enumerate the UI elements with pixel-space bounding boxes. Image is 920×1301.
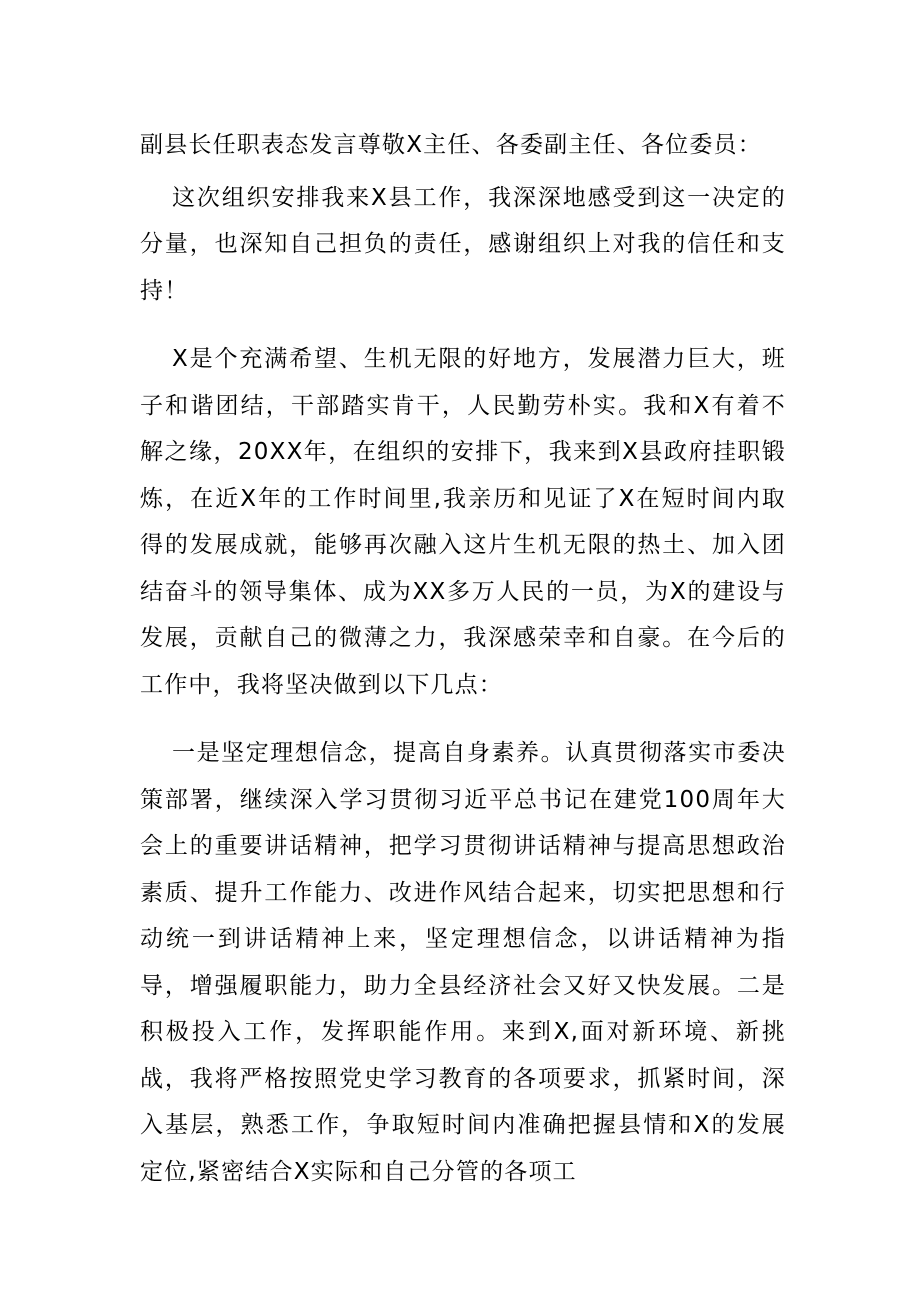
document-body (140, 122, 786, 1195)
paragraph-1: 这次组织安排我来X县工作，我深深地感受到这一决定的分量，也深知自己担负的责任，感谢组织上对我的信任和支持！ (140, 184, 786, 304)
paragraph-3: 一是坚定理想信念，提高自身素养。认真贯彻落实市委决策部署，继续深入学习贯彻习近平总书记在建党100周年大会上的重要讲话精神，把学习贯彻讲话精神与提高思想政治素质、提升工作能力、改进作风结合起来，切实把思想和行动统一到讲话精神上来，坚定理想信念，以讲话精神为指导，增强履职能力，助力全县经济社会又好又快发展。二是积极投入工作，发挥职能作用。来到X,面对新环境、新挑战，我将严格按照党史学习教育的各项要求，抓紧时间，深入基层，熟悉工作，争取短时间内准确把握县情和X的发展定位,紧密结合X实际和自己分管的各项工 (140, 740, 786, 1185)
speech-title-salutation: 副县长任职表态发言尊敬X主任、各委副主任、各位委员： (140, 132, 762, 158)
paragraph-2: X是个充满希望、生机无限的好地方，发展潜力巨大，班子和谐团结，干部踏实肯干，人民勤劳朴实。我和X有着不解之缘，20XX年，在组织的安排下，我来到X县政府挂职锻炼，在近X年的工作时间里,我亲历和见证了X在短时间内取得的发展成就，能够再次融入这片生机无限的热土、加入团结奋斗的领导集体、成为XX多万人民的一员，为X的建设与发展，贡献自己的微薄之力，我深感荣幸和自豪。在今后的工作中，我将坚决做到以下几点： (140, 346, 786, 698)
